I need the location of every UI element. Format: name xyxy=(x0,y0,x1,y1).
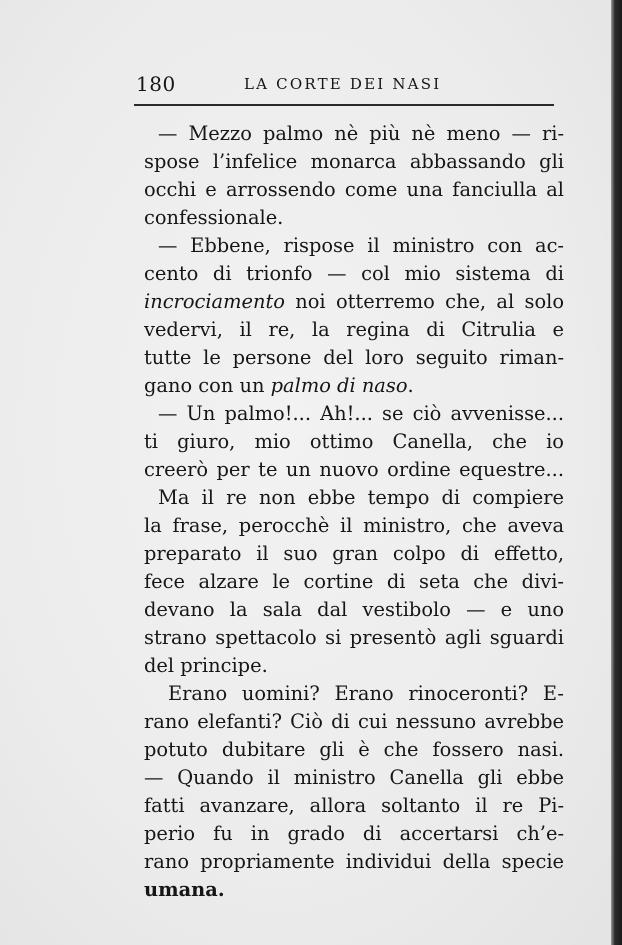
running-title: LA CORTE DEI NASI xyxy=(244,75,442,93)
text-line: occhi e arrossendo come una fanciulla al xyxy=(144,178,564,201)
text-line: potuto dubitare gli è che fossero nasi. xyxy=(144,738,564,761)
italic-term: incrociamento xyxy=(144,290,285,313)
text-line: — Un palmo!... Ah!... se ciò avvenisse... xyxy=(158,402,564,425)
text-line: strano spettacolo si presentò agli sguardi xyxy=(144,626,564,649)
header-rule xyxy=(134,104,554,106)
body-text xyxy=(144,120,564,904)
text-line: ti giuro, mio ottimo Canella, che io xyxy=(144,430,564,453)
text-line: — Quando il ministro Canella gli ebbe xyxy=(144,766,564,789)
text-line: del principe. xyxy=(144,654,268,677)
text-line: — Ebbene, rispose il ministro con ac- xyxy=(158,234,564,257)
text-line: Erano uomini? Erano rinoceronti? E- xyxy=(168,682,564,705)
page-number: 180 xyxy=(136,72,176,96)
text-line: vedervi, il re, la regina di Citrulia e xyxy=(144,318,564,341)
book-spine-edge xyxy=(611,0,622,945)
text-line: rano propriamente individui della specie xyxy=(144,850,564,873)
text-line: incrociamento noi otterremo che, al solo xyxy=(144,290,564,313)
page-header xyxy=(132,72,554,100)
text-line: devano la sala dal vestibolo — e uno xyxy=(144,598,564,621)
text-line: fatti avanzare, allora soltanto il re Pi- xyxy=(144,794,564,817)
text-line: fece alzare le cortine di seta che divi- xyxy=(144,570,564,593)
text-line: cento di trionfo — col mio sistema di xyxy=(144,262,564,285)
text-line: tutte le persone del loro seguito riman- xyxy=(144,346,564,369)
text-line: preparato il suo gran colpo di effetto, xyxy=(144,542,564,565)
text-line: la frase, perocchè il ministro, che aveva xyxy=(144,514,564,537)
text-line: perio fu in grado di accertarsi ch’e- xyxy=(144,822,564,845)
text-line: spose l’infelice monarca abbassando gli xyxy=(144,150,564,173)
text-line: umana. xyxy=(144,878,225,901)
text-line: Ma il re non ebbe tempo di compiere xyxy=(158,486,564,509)
text-line: gano con un palmo di naso. xyxy=(144,374,414,397)
text-line: confessionale. xyxy=(144,206,284,229)
italic-term: palmo di naso xyxy=(270,374,408,397)
text-line: rano elefanti? Ciò di cui nessuno avrebbe xyxy=(144,710,564,733)
text-line: creerò per te un nuovo ordine equestre... xyxy=(144,458,564,481)
text-line: — Mezzo palmo nè più nè meno — ri- xyxy=(158,122,564,145)
